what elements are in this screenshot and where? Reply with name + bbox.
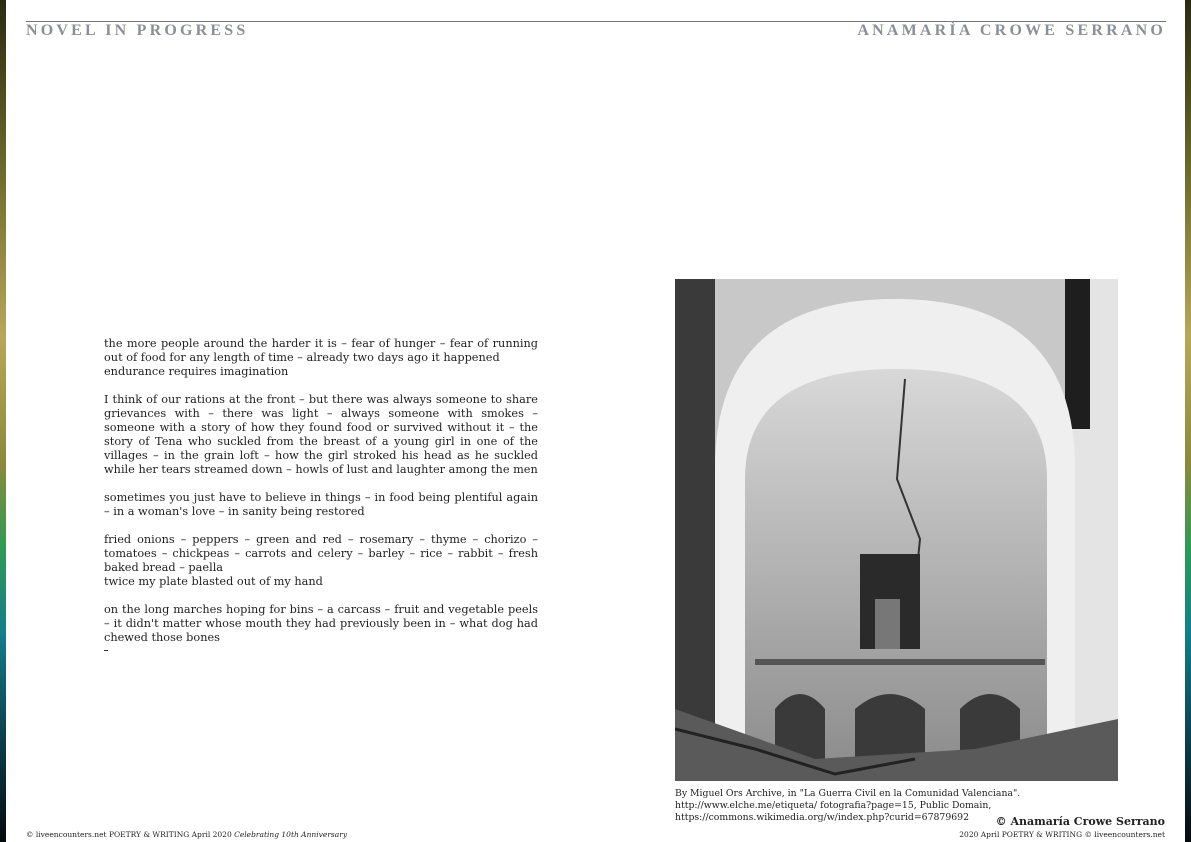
right-border-strip bbox=[1185, 0, 1191, 842]
paragraph bbox=[104, 337, 538, 379]
footer-left-main: © liveencounters.net POETRY & WRITING April 2020 bbox=[26, 830, 235, 839]
paragraph bbox=[104, 393, 538, 477]
line: on the long marches hoping for bins – a carcass – fruit and vegetable peels – it didn't matter whose mouth they had previously been in – what dog had chewed those bones bbox=[104, 603, 538, 644]
paragraph bbox=[104, 533, 538, 589]
line: endurance requires imagination bbox=[104, 365, 289, 378]
line: fried onions – peppers – green and red – rosemary – thyme – chorizo – tomatoes – chickpeas – carrots and celery – barley – rice – rabbit – fresh baked bread – paella bbox=[104, 533, 538, 574]
author-credit: © Anamaría Crowe Serrano bbox=[995, 815, 1165, 828]
novel-text bbox=[104, 337, 538, 659]
ruined-church-photo bbox=[675, 279, 1118, 781]
end-mark bbox=[104, 650, 108, 651]
photo-caption: By Miguel Ors Archive, in "La Guerra Civil en la Comunidad Valenciana". http://www.elche.me/etiqueta/ fotografia?page=15, Public Domain, https://commons.wikimedia.org/w/index.php?curid=67879692 bbox=[675, 788, 1021, 823]
footer-left bbox=[26, 830, 347, 839]
left-border-strip bbox=[0, 0, 6, 842]
footer-right: 2020 April POETRY & WRITING © liveencounters.net bbox=[959, 830, 1165, 839]
paragraph bbox=[104, 603, 538, 645]
line: twice my plate blasted out of my hand bbox=[104, 575, 323, 588]
line: sometimes you just have to believe in things – in food being plentiful again – in a woman's love – in sanity being restored bbox=[104, 491, 538, 518]
line: the more people around the harder it is – fear of hunger – fear of running out of food for any length of time – already two days ago it happened bbox=[104, 337, 538, 364]
section-title: NOVEL IN PROGRESS bbox=[26, 22, 249, 39]
footer-left-anniversary: Celebrating 10th Anniversary bbox=[234, 830, 348, 839]
line: I think of our rations at the front – but there was always someone to share grievances with – there was light – always someone with smokes – someone with a story of how they found food or survived without it – the story of Tena who suckled from the breast of a young girl in one of the villages – in the grain loft – how the girl stroked his head as he suckled while her tears streamed down – howls of lust and laughter among the men bbox=[104, 393, 538, 476]
author-name: ANAMARÌA CROWE SERRANO bbox=[857, 22, 1166, 39]
paragraph bbox=[104, 491, 538, 519]
